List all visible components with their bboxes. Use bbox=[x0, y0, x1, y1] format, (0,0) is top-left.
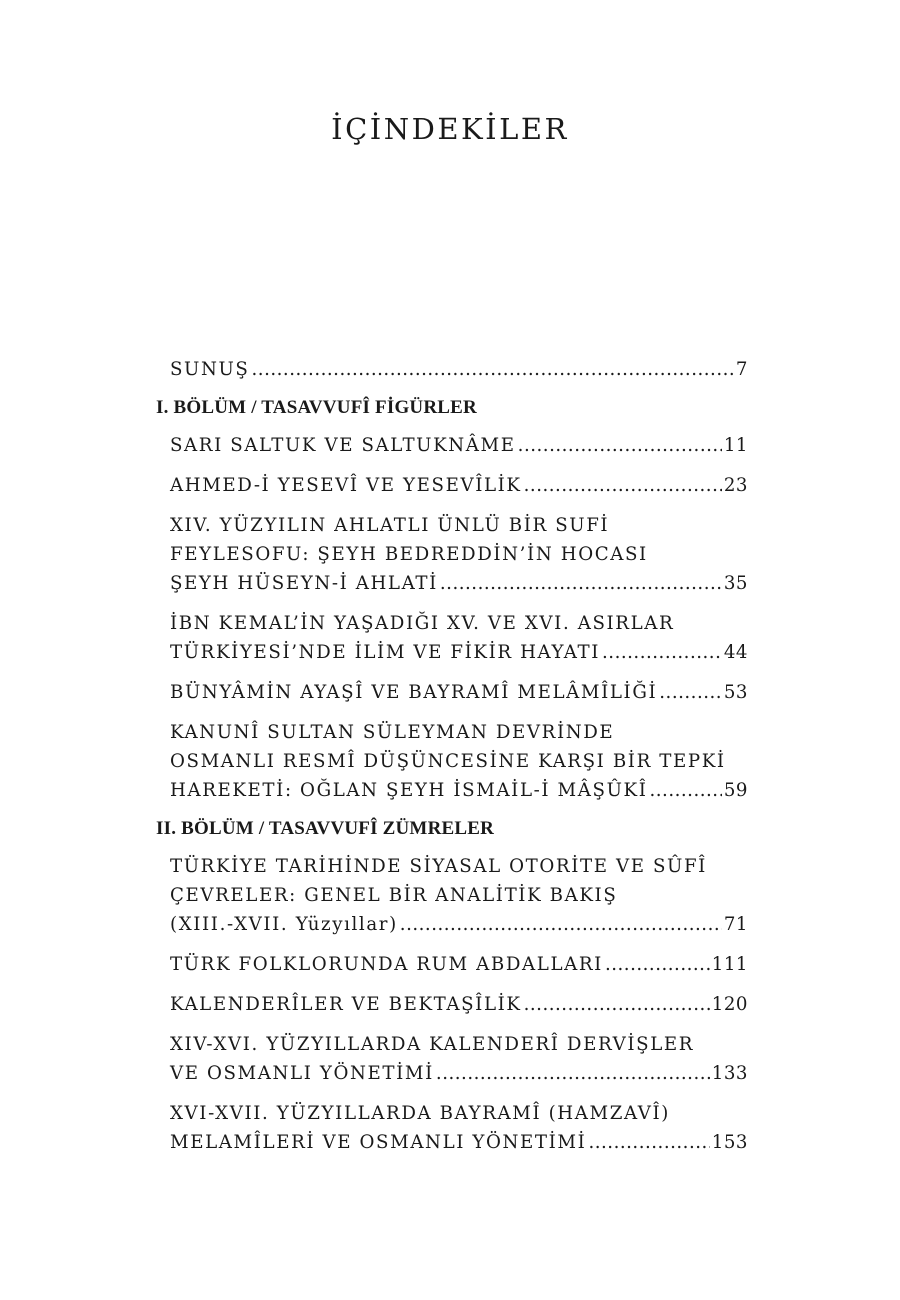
toc-entry-line: SUNUŞ bbox=[170, 359, 250, 380]
toc-entry-last-line bbox=[170, 1059, 748, 1088]
page-number: 71 bbox=[723, 914, 748, 935]
dot-leader bbox=[436, 1059, 710, 1088]
toc-entry bbox=[160, 511, 748, 598]
toc-entry-line: VE OSMANLI YÖNETİMİ bbox=[170, 1063, 434, 1084]
toc-entry-last-line bbox=[170, 950, 748, 979]
toc-entry-line: (XIII.-XVII. Yüzyıllar) bbox=[170, 914, 398, 935]
page-number: 35 bbox=[723, 573, 748, 594]
dot-leader bbox=[524, 990, 710, 1019]
toc-entry-last-line bbox=[170, 355, 748, 384]
toc-entry-line: XIV-XVI. YÜZYILLARDA KALENDERÎ DERVİŞLER bbox=[170, 1034, 695, 1055]
toc-entry-line: FEYLESOFU: ŞEYH BEDREDDİN’İN HOCASI bbox=[170, 544, 648, 565]
toc-entry-line: KALENDERÎLER VE BEKTAŞÎLİK bbox=[170, 994, 522, 1015]
toc-entry bbox=[160, 678, 748, 707]
toc-entry-line: SARI SALTUK VE SALTUKNÂME bbox=[170, 435, 516, 456]
toc-entry-last-line bbox=[170, 990, 748, 1019]
table-of-contents bbox=[156, 355, 748, 1168]
toc-entry bbox=[160, 1030, 748, 1088]
toc-entry-line: XVI-XVII. YÜZYILLARDA BAYRAMÎ (HAMZAVÎ) bbox=[170, 1103, 670, 1124]
toc-entry-line: HAREKETİ: OĞLAN ŞEYH İSMAİL-İ MÂŞÛKÎ bbox=[170, 780, 648, 801]
dot-leader bbox=[588, 1128, 709, 1157]
toc-entry-line: OSMANLI RESMÎ DÜŞÜNCESİNE KARŞI BİR TEPKİ bbox=[170, 751, 726, 772]
page-number: 120 bbox=[711, 994, 748, 1015]
dot-leader bbox=[440, 569, 722, 598]
page-number: 11 bbox=[723, 435, 748, 456]
dot-leader bbox=[252, 355, 734, 384]
page-number: 133 bbox=[711, 1063, 748, 1084]
toc-entry-line: ŞEYH HÜSEYN-İ AHLATİ bbox=[170, 573, 438, 594]
toc-entry bbox=[160, 471, 748, 500]
page-number: 44 bbox=[723, 642, 748, 663]
toc-entry-last-line bbox=[170, 638, 748, 667]
toc-entry bbox=[160, 852, 748, 939]
toc-entry-line: TÜRKİYESİ’NDE İLİM VE FİKİR HAYATI bbox=[170, 642, 600, 663]
page-number: 111 bbox=[711, 954, 748, 975]
dot-leader bbox=[605, 950, 710, 979]
toc-entry-line: XIV. YÜZYILIN AHLATLI ÜNLÜ BİR SUFİ bbox=[170, 515, 610, 536]
dot-leader bbox=[649, 776, 721, 805]
toc-entry bbox=[160, 355, 748, 384]
page-number: 59 bbox=[723, 780, 748, 801]
toc-entry-last-line bbox=[170, 569, 748, 598]
section-heading: II. BÖLÜM / TASAVVUFÎ ZÜMRELER bbox=[156, 818, 495, 839]
toc-entry-last-line bbox=[170, 1128, 748, 1157]
toc-entry bbox=[160, 950, 748, 979]
toc-entry-line: MELAMÎLERİ VE OSMANLI YÖNETİMİ bbox=[170, 1132, 587, 1153]
toc-entry-last-line bbox=[170, 910, 748, 939]
toc-entry-line: TÜRK FOLKLORUNDA RUM ABDALLARI bbox=[170, 954, 603, 975]
toc-entry bbox=[160, 718, 748, 805]
toc-entry-line: KANUNÎ SULTAN SÜLEYMAN DEVRİNDE bbox=[170, 722, 615, 743]
toc-entry bbox=[160, 609, 748, 667]
toc-entry-last-line bbox=[170, 471, 748, 500]
dot-leader bbox=[659, 678, 722, 707]
section-heading: I. BÖLÜM / TASAVVUFÎ FİGÜRLER bbox=[156, 397, 477, 418]
dot-leader bbox=[602, 638, 722, 667]
toc-entry bbox=[160, 990, 748, 1019]
dot-leader bbox=[400, 910, 722, 939]
toc-entry-line: İBN KEMAL’İN YAŞADIĞI XV. VE XVI. ASIRLAR bbox=[170, 613, 675, 634]
dot-leader bbox=[518, 431, 722, 460]
page-number: 23 bbox=[723, 475, 748, 496]
toc-entry-last-line bbox=[170, 776, 748, 805]
page-number: 7 bbox=[735, 359, 748, 380]
toc-entry-line: BÜNYÂMİN AYAŞÎ VE BAYRAMÎ MELÂMÎLİĞİ bbox=[170, 682, 658, 703]
toc-entry-line: ÇEVRELER: GENEL BİR ANALİTİK BAKIŞ bbox=[170, 885, 618, 906]
dot-leader bbox=[524, 471, 722, 500]
page-title: İÇİNDEKİLER bbox=[331, 112, 569, 146]
page-number: 53 bbox=[723, 682, 748, 703]
toc-entry-line: TÜRKİYE TARİHİNDE SİYASAL OTORİTE VE SÛFÎ bbox=[170, 856, 707, 877]
toc-entry-last-line bbox=[170, 431, 748, 460]
toc-entry-line: AHMED-İ YESEVÎ VE YESEVÎLİK bbox=[170, 475, 522, 496]
toc-entry bbox=[160, 1099, 748, 1157]
page-number: 153 bbox=[711, 1132, 748, 1153]
toc-entry bbox=[160, 431, 748, 460]
toc-entry-last-line bbox=[170, 678, 748, 707]
